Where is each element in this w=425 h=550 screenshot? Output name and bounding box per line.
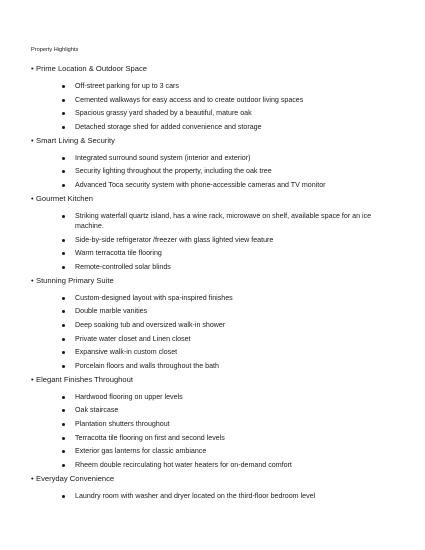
bullet-dot-icon (62, 338, 65, 341)
bullet-dot-icon (62, 126, 65, 129)
list-item-text: Spacious grassy yard shaded by a beautiful, mature oak (75, 109, 252, 118)
list-item (31, 95, 381, 105)
list-item-text: Striking waterfall quartz island, has a wine rack, microwave on shelf, available space for an ice machine. (75, 211, 372, 230)
list-item (31, 419, 381, 429)
list-item-text: Exterior gas lanterns for classic ambiance (75, 447, 207, 456)
bullet-list (31, 153, 391, 190)
bullet-dot-icon (62, 324, 65, 327)
list-item (31, 433, 381, 443)
section-heading-text: Prime Location & Outdoor Space (36, 64, 148, 73)
bullet-dot-icon (62, 157, 65, 160)
bullet-dot-icon (62, 437, 65, 440)
list-item (31, 81, 381, 91)
list-item-text: Security lighting throughout the property, including the oak tree (75, 167, 272, 176)
list-item-text: Custom-designed layout with spa-inspired finishes (75, 293, 233, 302)
bullet-dot-icon (62, 85, 65, 88)
bullet-dot-icon (62, 495, 65, 498)
section-heading-text: Stunning Primary Suite (36, 275, 114, 285)
section (31, 194, 391, 272)
list-item-text: Terracotta tile flooring on first and second levels (75, 433, 225, 442)
list-item-text: Porcelain floors and walls throughout the bath (75, 362, 219, 370)
sections-container (31, 64, 391, 501)
list-item-text: Warm terracotta tile flooring (75, 249, 162, 258)
section-heading (31, 136, 391, 146)
list-item-text: Expansive walk-in custom closet (75, 348, 178, 357)
bullet-dot-icon (62, 112, 65, 115)
bullet-dot-icon (62, 310, 65, 313)
list-item (31, 405, 381, 415)
list-item (31, 235, 381, 245)
section (31, 474, 391, 501)
list-item-text: Oak staircase (75, 406, 119, 415)
bullet-icon: • (31, 64, 34, 73)
list-item (31, 122, 381, 132)
list-item (31, 248, 381, 258)
list-item (31, 347, 381, 357)
section-heading (31, 474, 391, 484)
bullet-dot-icon (62, 464, 65, 467)
section-heading-text: Gourmet Kitchen (36, 193, 93, 203)
list-item-text: Plantation shutters throughout (75, 420, 170, 429)
section-heading (31, 64, 391, 74)
section (31, 276, 391, 371)
bullet-list (31, 392, 391, 470)
section (31, 64, 391, 132)
bullet-dot-icon (62, 297, 65, 300)
bullet-dot-icon (62, 351, 65, 354)
bullet-icon: • (31, 275, 34, 285)
list-item-text: Deep soaking tub and oversized walk-in shower (75, 320, 226, 329)
list-item (31, 153, 381, 163)
list-item-text: Cemented walkways for easy access and to create outdoor living spaces (75, 95, 304, 104)
list-item-text: Advanced Toca security system with phone-accessible cameras and TV monitor (75, 181, 326, 190)
bullet-dot-icon (62, 252, 65, 255)
list-item (31, 293, 381, 303)
section (31, 136, 391, 190)
bullet-dot-icon (62, 99, 65, 102)
bullet-list (31, 211, 391, 272)
list-item-text: Integrated surround sound system (interior and exterior) (75, 153, 251, 162)
bullet-dot-icon (62, 266, 65, 269)
list-item (31, 361, 381, 371)
bullet-list (31, 81, 391, 132)
bullet-icon: • (31, 135, 34, 145)
bullet-dot-icon (62, 184, 65, 187)
list-item-text: Side-by-side refrigerator /freezer with glass lighted view feature (75, 235, 274, 244)
list-item (31, 334, 381, 344)
list-item-text: Laundry room with washer and dryer located on the third-floor bedroom level (75, 491, 316, 500)
list-item (31, 446, 381, 456)
section-heading (31, 276, 391, 286)
section (31, 375, 391, 470)
document-title: Property Highlights (31, 47, 79, 53)
bullet-icon: • (31, 473, 34, 483)
list-item-text: Double marble vanities (75, 307, 148, 316)
list-item (31, 108, 381, 118)
bullet-list (31, 491, 391, 501)
bullet-list (31, 293, 391, 371)
bullet-dot-icon (62, 423, 65, 426)
list-item (31, 262, 381, 272)
bullet-dot-icon (62, 450, 65, 453)
list-item-text: Rheem double recirculating hot water heaters for on-demand comfort (75, 461, 292, 470)
list-item (31, 211, 381, 231)
list-item (31, 392, 381, 402)
section-heading-text: Smart Living & Security (36, 135, 115, 145)
bullet-dot-icon (62, 396, 65, 399)
list-item (31, 460, 381, 470)
bullet-dot-icon (62, 239, 65, 242)
bullet-dot-icon (62, 365, 65, 368)
document-body (31, 47, 391, 505)
bullet-icon: • (31, 374, 34, 384)
section-heading-text: Everyday Convenience (36, 473, 115, 483)
list-item (31, 166, 381, 176)
section-heading (31, 194, 391, 204)
bullet-dot-icon (62, 215, 65, 218)
bullet-dot-icon (62, 170, 65, 173)
section-heading-text: Elegant Finishes Throughout (36, 374, 133, 384)
list-item (31, 306, 381, 316)
bullet-icon: • (31, 193, 34, 203)
list-item-text: Hardwood flooring on upper levels (75, 392, 183, 401)
list-item-text: Detached storage shed for added convenience and storage (75, 123, 262, 132)
list-item-text: Remote-controlled solar blinds (75, 262, 171, 271)
section-heading (31, 375, 391, 385)
list-item (31, 180, 381, 190)
list-item (31, 491, 381, 501)
list-item-text: Off-street parking for up to 3 cars (75, 82, 179, 90)
list-item-text: Private water closet and Linen closet (75, 334, 191, 343)
bullet-dot-icon (62, 409, 65, 412)
list-item (31, 320, 381, 330)
